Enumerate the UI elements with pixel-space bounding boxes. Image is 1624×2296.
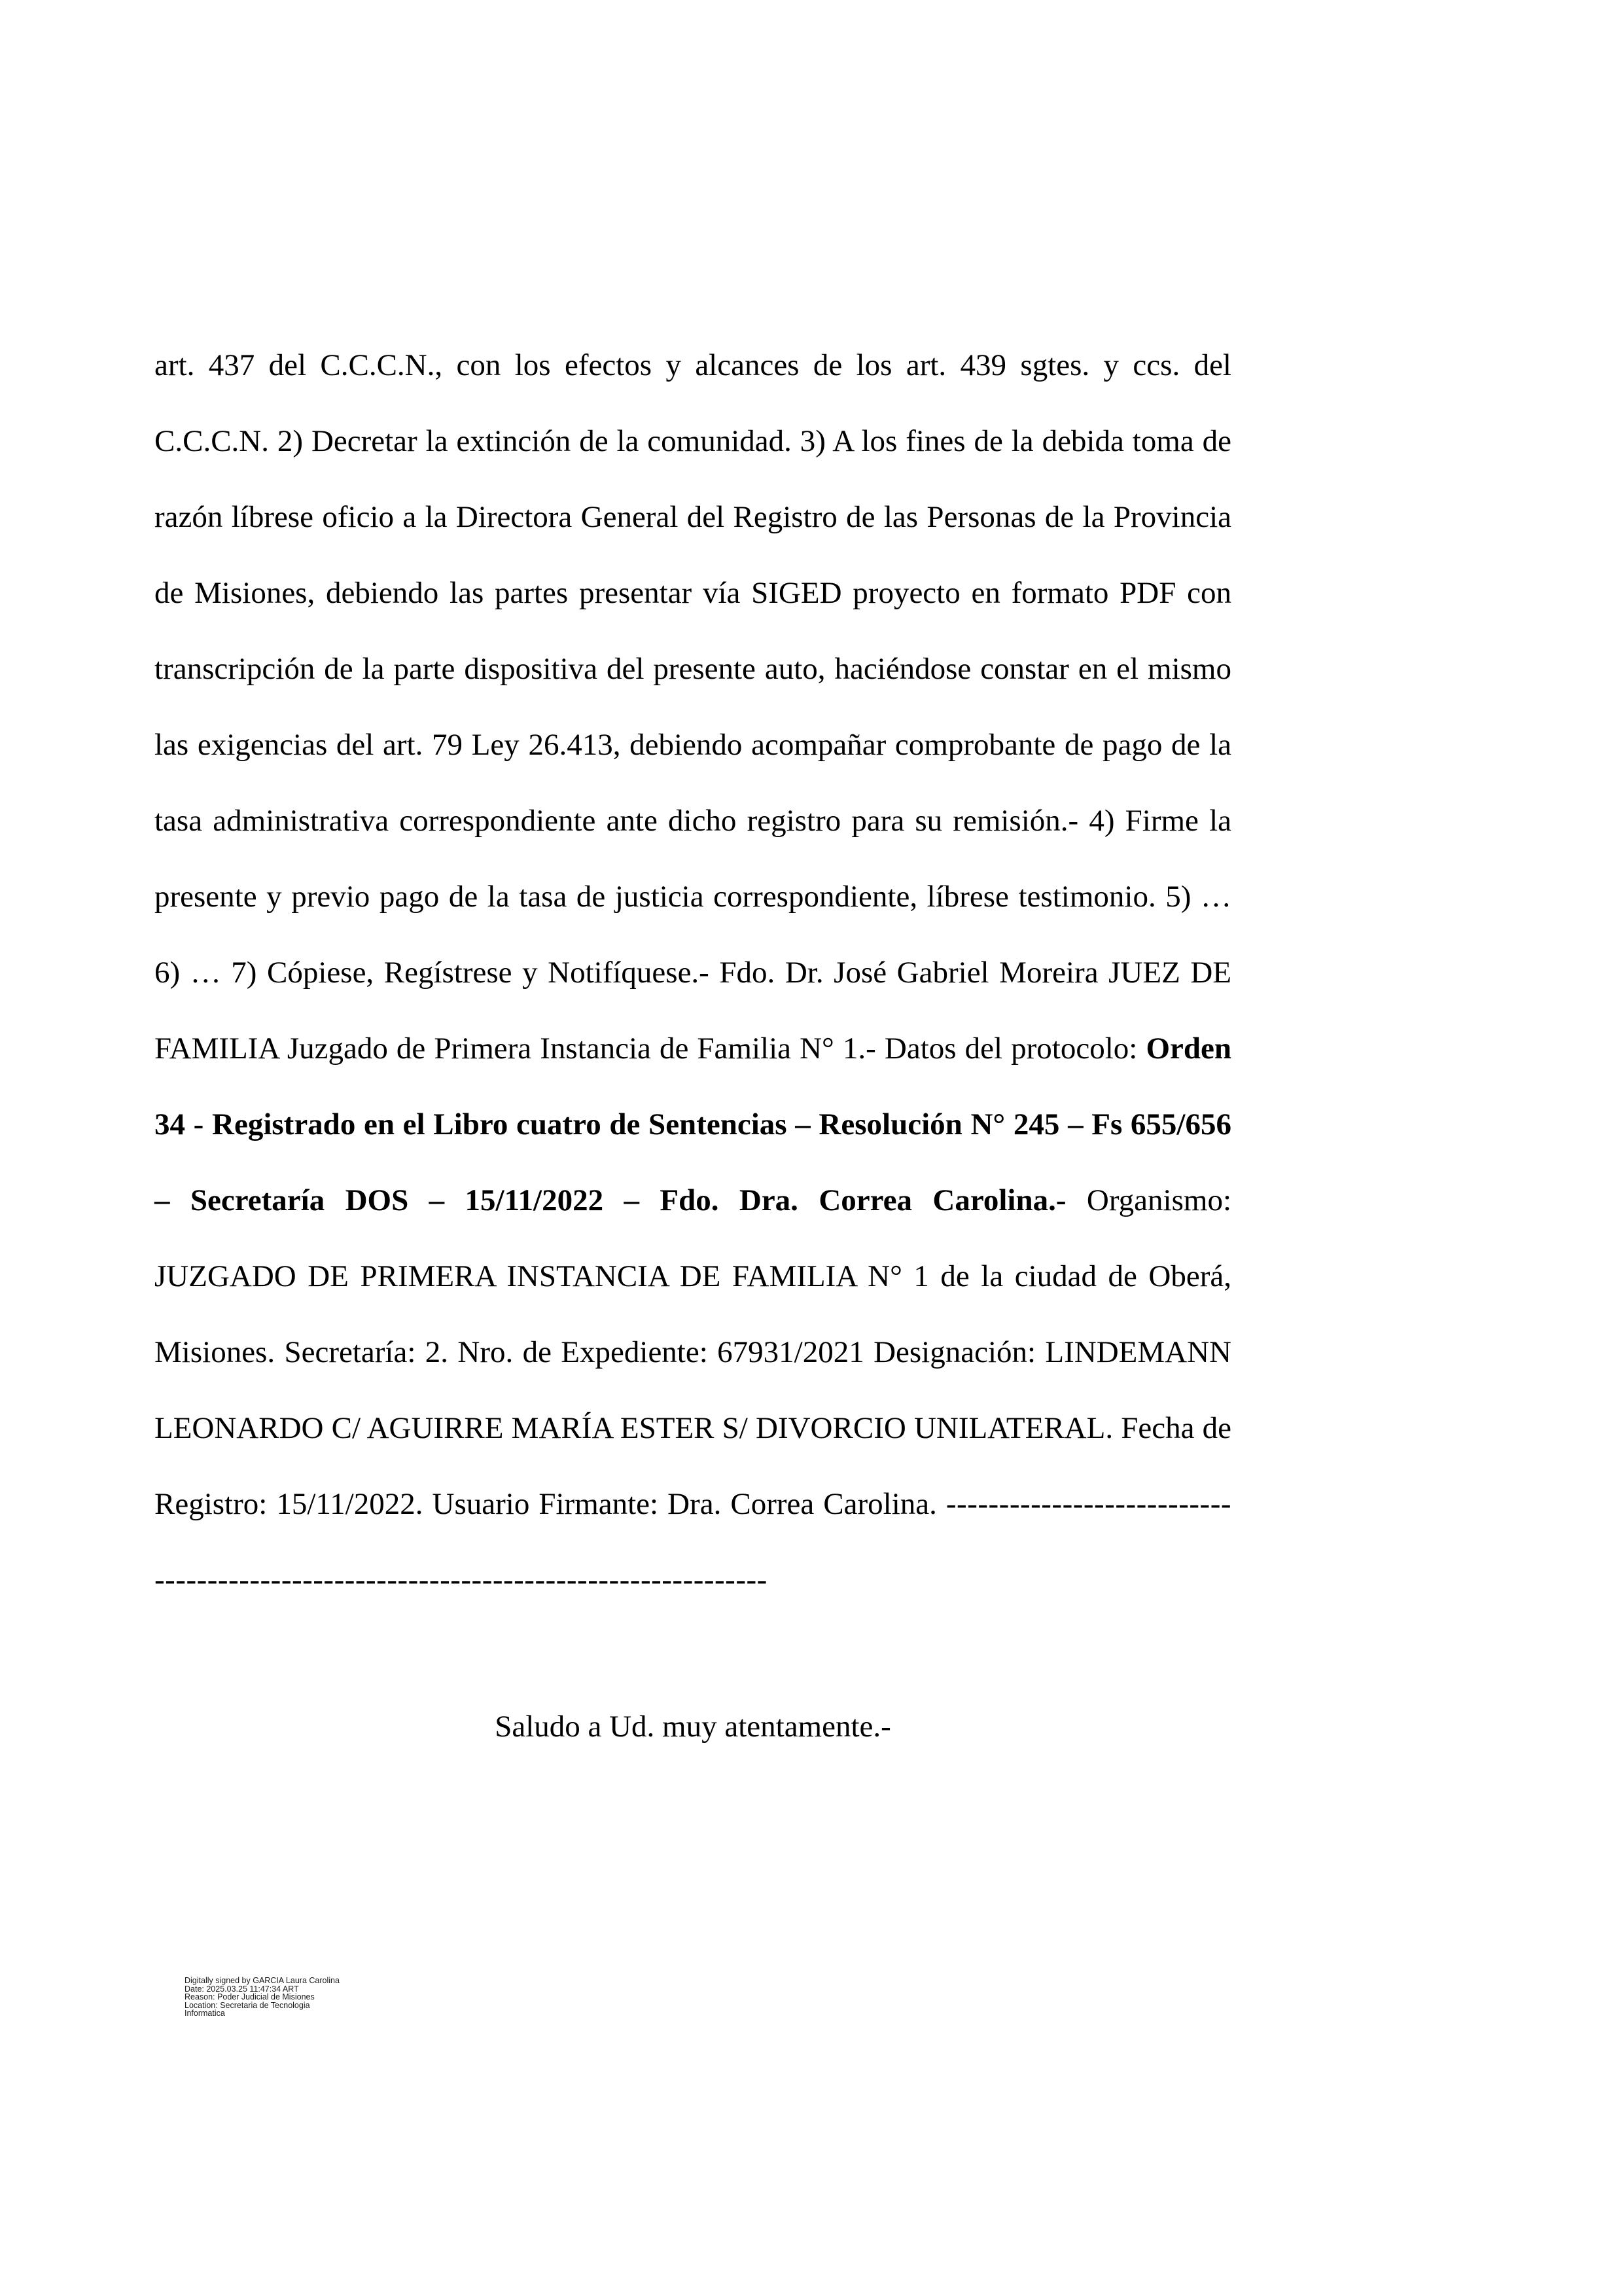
paragraph-text-part-1: art. 437 del C.C.C.N., con los efectos y alcances de los art. 439 sgtes. y ccs. del C.C.C.N. 2) Decretar la extinción de la comunidad. 3) A los fines de la debida toma de razón líbrese oficio a la Directora General del Registro de las Personas de la Provincia de Misiones, debiendo las partes presentar vía SIGED proyecto en formato PDF con transcripción de la parte dispositiva del presente auto, haciéndose constar en el mismo las exigencias del art. 79 Ley 26.413, debiendo acompañar comprobante de pago de la tasa administrativa correspondiente ante dicho registro para su remisión.- 4) Firme la presente y previo pago de la tasa de justicia correspondiente, líbrese testimonio. 5) … 6) … 7) Cópiese, Regístrese y Notifíquese.- Fdo. Dr. José Gabriel Moreira JUEZ DE FAMILIA Juzgado de Primera Instancia de Familia N° 1.- Datos del protocolo:: [154, 348, 1231, 1066]
signature-reason-line: Reason: Poder Judicial de Misiones: [185, 1992, 315, 2001]
signature-signer-line: Digitally signed by GARCIA Laura Carolina: [185, 1976, 340, 1985]
paragraph-text-part-2: Organismo: JUZGADO DE PRIMERA INSTANCIA DE FAMILIA N° 1 de la ciudad de Oberá, Misiones. Secretaría: 2. Nro. de Expediente: 67931/2021 Designación: LINDEMANN LEONARDO C/ AGUIRRE MARÍA ESTER S/ DIVORCIO UNILATERAL. Fecha de Registro: 15/11/2022. Usuario Firmante: Dra. Correa Carolina.: [154, 1183, 1232, 1521]
protocol-data-bold-text: Orden 34 - Registrado en el Libro cuatro de Sentencias – Resolución N° 245 – Fs 655/656 – Secretaría DOS – 15/11/2022 – Fdo. Dra. Correa Carolina.-: [154, 1031, 1231, 1217]
signature-location-line: Location: Secretaria de Tecnologia: [185, 2000, 310, 2010]
closing-salutation: Saludo a Ud. muy atentamente.-: [495, 1710, 891, 1744]
body-paragraph: [154, 327, 1231, 1618]
dash-line: -------------------------------------------------------------------------------------: [154, 1487, 1231, 1597]
signature-location-line-continued: Informatica: [185, 2009, 225, 2018]
signature-date-line: Date: 2025.03.25 11:47:34 ART: [185, 1984, 299, 1994]
digital-signature-block: [185, 1977, 459, 2018]
